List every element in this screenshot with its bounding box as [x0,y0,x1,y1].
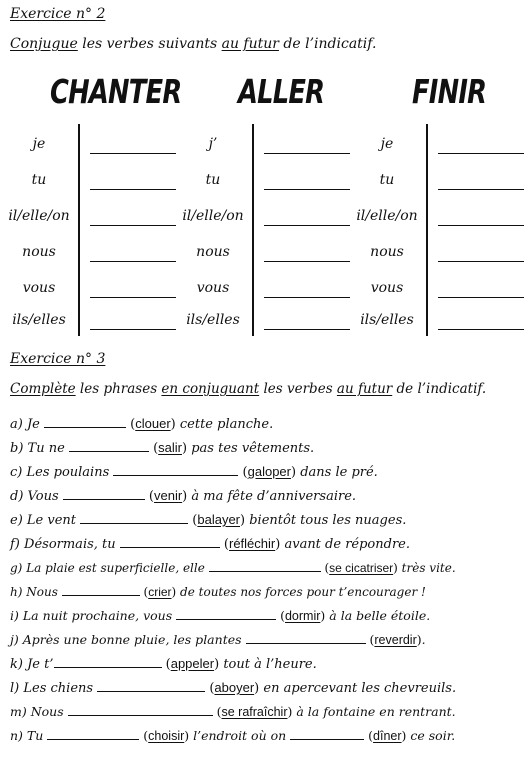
pronoun: il/elle/on [182,208,244,224]
sentence-end: de toutes nos forces pour t’encourager ! [180,585,426,599]
sentence-label: k) [10,657,23,672]
pronoun: nous [370,244,404,260]
sentence-label: m) [10,704,27,719]
pronoun: ils/elles [12,312,66,328]
sentence-end: cette planche. [179,417,274,432]
exercise-3-title-text: Exercice n° 3 [10,351,106,367]
instr-word-conjugue: Conjugue [10,36,78,52]
sentence-d: d) Vous (venir) à ma fête d’anniversaire. [10,488,357,504]
answer-blank[interactable] [438,328,524,330]
answer-blank[interactable] [68,705,213,716]
instr-word-au-futur: au futur [221,36,279,52]
conj-row [356,306,516,342]
pronoun: il/elle/on [356,208,418,224]
answer-blank[interactable] [69,441,149,452]
sentence-end: en apercevant les chevreuils. [263,681,457,696]
sentence-m: m) Nous (se rafraîchir) à la fontaine en rentrant. [10,704,456,719]
answer-blank[interactable] [264,328,350,330]
infinitive-verb: venir [153,488,183,503]
infinitive-verb: crier [148,585,172,599]
sentence-label: n) [10,728,23,743]
answer-blank[interactable] [80,513,188,524]
instr-word-en-conjuguant: en conjuguant [161,381,260,397]
infinitive-verb: reverdir [374,633,417,647]
sentence-i: i) La nuit prochaine, vous (dormir) à la belle étoile. [10,608,431,623]
sentence-start: La nuit prochaine, vous [22,608,173,623]
conjugation-table-aller [182,124,347,336]
sentence-l: l) Les chiens (aboyer) en apercevant les chevreuils. [10,680,457,696]
exercise-2-instruction [10,36,376,52]
conj-row [8,130,168,166]
verb-header-finir: FINIR [412,72,487,111]
sentence-label: d) [10,489,24,504]
instr-text-end: de l’indicatif. [278,36,377,52]
sentence-n: n) Tu (choisir) l’endroit où on (dîner) ce soir. [10,728,456,743]
answer-blank[interactable] [209,561,321,572]
conj-row [182,274,342,310]
sentence-start: Vous [27,489,59,504]
instr-text: les verbes suivants [77,36,222,52]
infinitive-verb: réfléchir [229,536,276,551]
infinitive-verb: clouer [135,416,171,431]
answer-blank[interactable] [264,224,350,226]
answer-blank[interactable] [438,224,524,226]
instr-text-end: de l’indicatif. [392,381,487,397]
exercise-2-title [10,6,105,22]
answer-blank[interactable] [113,465,238,476]
answer-blank[interactable] [438,296,524,298]
conj-row [8,238,168,274]
answer-blank[interactable] [44,417,126,428]
conj-row [182,130,342,166]
answer-blank[interactable] [264,260,350,262]
sentence-end: avant de répondre. [284,537,410,552]
sentence-start: Nous [26,585,58,599]
sentence-k: k) Je t’ (appeler) tout à l’heure. [10,656,317,672]
answer-blank[interactable] [90,224,176,226]
infinitive-verb: choisir [148,729,185,743]
sentence-end: tout à l’heure. [223,657,317,672]
conj-row [356,238,516,274]
sentence-start: La plaie est superficielle, elle [26,561,205,575]
sentence-start: Nous [30,704,64,719]
instr-text: les verbes [259,381,337,397]
sentence-label: j) [10,632,19,647]
answer-blank[interactable] [264,188,350,190]
sentence-start: Je [26,417,40,432]
sentence-label: l) [10,681,20,696]
infinitive-verb: aboyer [214,680,255,695]
sentence-label: f) [10,537,20,552]
sentence-end: ce soir. [410,728,456,743]
sentence-label: b) [10,441,24,456]
instr-word-au-futur: au futur [336,381,393,397]
instr-word-complete: Complète [10,381,76,397]
answer-blank[interactable] [264,152,350,154]
sentence-start: Les poulains [26,465,110,480]
sentence-f: f) Désormais, tu (réfléchir) avant de répondre. [10,536,410,552]
answer-blank[interactable] [90,296,176,298]
conj-row [182,166,342,202]
pronoun: tu [205,172,221,188]
pronoun: je [32,136,46,152]
sentence-end: à ma fête d’anniversaire. [191,489,357,504]
verb-header-aller: ALLER [238,72,325,111]
sentence-start: Après une bonne pluie, les plantes [22,632,242,647]
sentence-label: e) [10,513,23,528]
pronoun: ils/elles [186,312,240,328]
answer-blank[interactable] [90,260,176,262]
answer-blank[interactable] [438,188,524,190]
pronoun: tu [379,172,395,188]
sentence-end: bientôt tous les nuages. [249,513,407,528]
sentence-c: c) Les poulains (galoper) dans le pré. [10,464,378,480]
sentence-h: h) Nous (crier) de toutes nos forces pour t’encourager ! [10,585,426,599]
sentence-label: i) [10,608,19,623]
conj-row [182,306,342,342]
conj-row [8,274,168,310]
sentence-middle: l’endroit où on [193,728,287,743]
pronoun: je [380,136,394,152]
infinitive-verb: appeler [170,656,215,671]
pronoun: vous [22,280,56,296]
exercise-3-instruction [10,381,486,397]
pronoun: vous [370,280,404,296]
conjugation-table-finir [356,124,521,336]
sentence-label: c) [10,465,23,480]
pronoun: nous [22,244,56,260]
answer-blank[interactable] [120,537,220,548]
conj-row [182,202,342,238]
sentence-b: b) Tu ne (salir) pas tes vêtements. [10,440,315,456]
sentence-label: h) [10,585,23,599]
exercise-2-title-text: Exercice n° 2 [10,6,106,22]
sentence-end: pas tes vêtements. [191,441,315,456]
conj-row [356,166,516,202]
answer-blank[interactable] [63,489,145,500]
answer-blank[interactable] [90,188,176,190]
answer-blank[interactable] [90,328,176,330]
exercise-3-title [10,351,105,367]
infinitive-verb: dîner [373,729,402,743]
sentence-a: a) Je (clouer) cette planche. [10,416,274,432]
sentence-start: Tu ne [27,441,65,456]
conj-row [8,202,168,238]
pronoun: nous [196,244,230,260]
sentence-start: Tu [26,728,44,743]
sentence-start: Le vent [26,513,76,528]
sentence-label: g) [10,561,23,575]
conj-row [8,306,168,342]
sentence-g: g) La plaie est superficielle, elle (se cicatriser) très vite. [10,561,456,575]
sentence-start: Je t’ [27,657,54,672]
answer-blank[interactable] [97,681,205,692]
conjugation-table-chanter [8,124,173,336]
conj-row [356,202,516,238]
pronoun: tu [31,172,47,188]
infinitive-verb: se cicatriser [329,561,394,575]
sentence-j: j) Après une bonne pluie, les plantes (reverdir). [10,632,426,647]
infinitive-verb: balayer [197,512,240,527]
infinitive-verb: dormir [284,609,321,623]
sentence-e: e) Le vent (balayer) bientôt tous les nuages. [10,512,407,528]
sentence-end: dans le pré. [300,465,378,480]
pronoun: ils/elles [360,312,414,328]
answer-blank[interactable] [264,296,350,298]
infinitive-verb: galoper [247,464,291,479]
answer-blank[interactable] [62,585,140,596]
sentence-end: à la fontaine en rentrant. [296,704,456,719]
conj-row [182,238,342,274]
answer-blank[interactable] [90,152,176,154]
answer-blank[interactable] [290,729,364,740]
conj-row [356,274,516,310]
conj-row [356,130,516,166]
sentence-end: très vite. [401,561,456,575]
answer-blank[interactable] [438,260,524,262]
verb-header-chanter: CHANTER [50,72,182,111]
answer-blank[interactable] [438,152,524,154]
answer-blank[interactable] [176,609,276,620]
answer-blank[interactable] [246,633,366,644]
conj-row [8,166,168,202]
infinitive-verb: se rafraîchir [221,705,288,719]
instr-text: les phrases [75,381,162,397]
answer-blank[interactable] [47,729,139,740]
pronoun: il/elle/on [8,208,70,224]
sentence-end: . [421,632,426,647]
sentence-end: à la belle étoile. [329,608,431,623]
sentence-start: Désormais, tu [24,537,116,552]
answer-blank[interactable] [54,657,162,668]
infinitive-verb: salir [158,440,182,455]
sentence-label: a) [10,417,23,432]
pronoun: vous [196,280,230,296]
pronoun: j’ [208,136,218,152]
sentence-start: Les chiens [23,681,94,696]
